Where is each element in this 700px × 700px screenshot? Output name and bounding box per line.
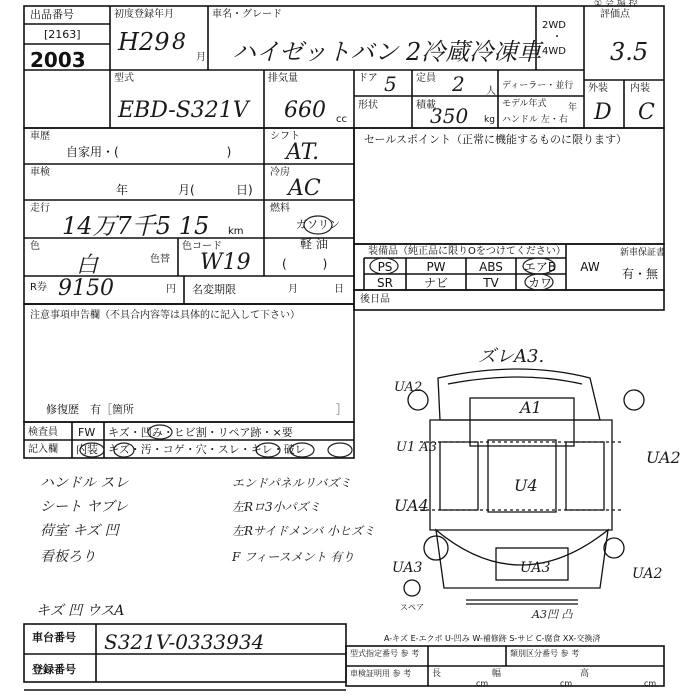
color-swap-label: 色替 (150, 254, 170, 265)
diagram-mark-10: UA2 (632, 566, 663, 582)
note-right-1: エンドパネルリバズミ (232, 476, 352, 490)
lot-number: 2003 (30, 48, 86, 72)
chassis-label: 車台番号 (32, 631, 76, 644)
disp-unit: cc (336, 114, 347, 125)
equip-tv: TV (483, 276, 499, 290)
equip-aw: AW (580, 260, 600, 274)
notice-label: 注意事項申告欄（不具合内容等は具体的に記入して下さい） (30, 310, 300, 321)
month-unit: 月 (196, 52, 206, 63)
shift-value: AT. (286, 140, 320, 165)
category-ref-label: 類別区分番号 参 考 (510, 649, 580, 658)
width-unit: cm (560, 679, 573, 688)
width-label: 幅 (492, 669, 502, 679)
color-label: 色 (30, 241, 40, 252)
door-value: 5 (384, 72, 397, 96)
km-unit: km (228, 226, 244, 237)
cap-unit: 人 (486, 86, 496, 97)
lot-label: 出品番号 (30, 8, 74, 21)
name-label: 車名・グレード (212, 9, 282, 20)
model-label: 型式 (114, 73, 134, 84)
warranty-label: 新車保証書 (620, 248, 666, 258)
inspect-day: 日) (236, 183, 253, 197)
mirror-label: スペア (400, 603, 424, 612)
grade-label: 評価点 (600, 9, 630, 20)
model-value: EBD-S321V (118, 98, 249, 123)
note-right-4: F フィースメント 有り (232, 550, 355, 564)
load-value: 350 (430, 104, 469, 128)
int-value: C (638, 100, 655, 125)
cert-label: 車検証明用 参 考 (350, 669, 412, 678)
fuel-gas: ガソリン (296, 218, 340, 231)
equip-leather: カワ (527, 276, 552, 290)
shape-label: 形状 (358, 100, 378, 111)
handle-label: ハンドル 左・右 (502, 115, 568, 125)
note-left-1: ハンドル スレ (40, 475, 129, 491)
drive-2wd: 2WD (542, 20, 566, 31)
equip-ps: PS (377, 260, 393, 274)
aftermarket-label: 後日品 (360, 294, 390, 305)
diagram-mark-3: A1 (520, 398, 542, 417)
diagram-mark-9: UA3 (520, 560, 551, 576)
first-reg-month: 8 (172, 30, 186, 55)
first-reg-label: 初度登録年月 (114, 9, 174, 20)
recycle-value: 9150 (58, 276, 114, 301)
warranty-value: 有・無 (622, 267, 659, 281)
color-code-value: W19 (200, 250, 251, 275)
cap-value: 2 (452, 72, 465, 96)
diagram-mark-7: UA4 (394, 496, 429, 515)
door-label: ドア (358, 73, 378, 84)
dealer-ref-label: 型式指定番号 参 考 (350, 649, 420, 658)
drive-dot: ・ (552, 32, 562, 43)
diagram-mark-11: A3凹 凸 (532, 608, 573, 621)
dealer-label: ディーラー・並行 (502, 81, 574, 91)
note-left-5: キズ 凹 ウスA (36, 603, 125, 619)
inspect-year: 年 (116, 183, 129, 197)
diagram-mark-6: U4 (514, 476, 538, 495)
inspect-month: 月( (178, 183, 195, 197)
ext-value: D (594, 100, 612, 125)
corner-mark: ① 会 場 控 (594, 0, 638, 9)
inspector-label: 検査員 (28, 427, 58, 438)
note-left-3: 荷室 キズ 凹 (40, 523, 119, 539)
diagram-mark-2: UA2 (394, 380, 423, 395)
equip-sr: SR (377, 276, 393, 290)
disp-value: 660 (284, 98, 326, 123)
history-value: 自家用・( ) (66, 145, 232, 159)
color-value: 白 (76, 253, 99, 278)
name-value: ハイゼットバン 2冷蔵冷凍車 (232, 38, 542, 66)
cap-label: 定員 (416, 73, 436, 84)
tax-month: 月 (288, 284, 298, 295)
diagram-mark-8: UA3 (392, 560, 423, 576)
year-unit: 年 (568, 103, 578, 113)
length-unit: cm (476, 679, 489, 688)
lot-code: [2163] (44, 28, 81, 41)
tax-day: 日 (334, 284, 344, 295)
repair-bracket: ］ (336, 403, 347, 416)
int-label: 内装 (630, 83, 650, 94)
fuel-label: 燃料 (270, 203, 290, 214)
equip-abs: ABS (479, 260, 503, 274)
length-label: 長 (432, 669, 442, 679)
fuel-paren: ( ) (282, 257, 328, 271)
first-reg-era: H29 (118, 28, 170, 56)
diagram-legend: A-キズ E-エクボ U-凹み W-補修跡 S-サビ C-腐食 XX-交換済 (384, 634, 601, 643)
height-unit: cm (644, 679, 657, 688)
mileage-label: 走行 (30, 203, 50, 214)
repair-label: 修復歴 有［箇所 (46, 403, 134, 416)
shift-label: シフト (270, 131, 300, 142)
note-right-3: 左Rサイドメンバ 小ヒズミ (232, 524, 376, 538)
ac-value: AC (288, 176, 321, 201)
equip-pw: PW (426, 260, 446, 274)
diagram-mark-4: U1 A3 (396, 440, 438, 455)
chassis-value: S321V-0333934 (104, 630, 265, 654)
drive-4wd: 4WD (542, 46, 566, 57)
diagram-mark-1: ズレA3. (478, 346, 545, 367)
inspector-value: FW (78, 426, 96, 439)
reg-label: 登録番号 (32, 663, 76, 676)
ac-label: 冷房 (270, 167, 290, 178)
fuel-diesel: 軽 油 (300, 237, 328, 251)
note-left-2: シート ヤブレ (40, 499, 128, 515)
inspect-label: 車検 (30, 167, 50, 178)
equip-airbag: エアB (523, 260, 557, 274)
recycle-label: R券 (30, 282, 47, 293)
ext-items: キズ・凹み・ヒビ割・リペア跡・×要 (108, 426, 293, 439)
history-label: 車歴 (30, 131, 50, 142)
mileage-value: 14万7千5 15 (62, 212, 210, 240)
tax-label: 名変期限 (192, 283, 236, 296)
diagram-mark-5: UA2 (646, 448, 681, 467)
note-left-4: 看板ろり (40, 549, 96, 565)
note-right-2: 左Rロ3小パズミ (232, 500, 321, 514)
height-label: 高 (580, 669, 590, 679)
ext-label: 外装 (588, 83, 608, 94)
load-unit: kg (484, 115, 495, 125)
int-items: キズ・汚・コゲ・穴・スレ・キレ・破レ (108, 443, 306, 456)
yen-unit: 円 (166, 284, 176, 295)
model-year-label: モデル年式 (502, 99, 547, 109)
sales-label: セールスポイント（正常に機能するものに限ります） (364, 133, 628, 146)
score: 3.5 (610, 38, 649, 66)
load-label: 積載 (416, 100, 436, 111)
recorder-label: 記入欄 (28, 444, 58, 455)
equip-label: 装備品（純正品に限りOをつけてください） (368, 246, 566, 257)
color-code-label: 色コード (182, 241, 222, 252)
disp-label: 排気量 (268, 73, 298, 84)
int-items-label: 内装 (76, 443, 98, 456)
equip-navi: ナビ (423, 276, 448, 290)
